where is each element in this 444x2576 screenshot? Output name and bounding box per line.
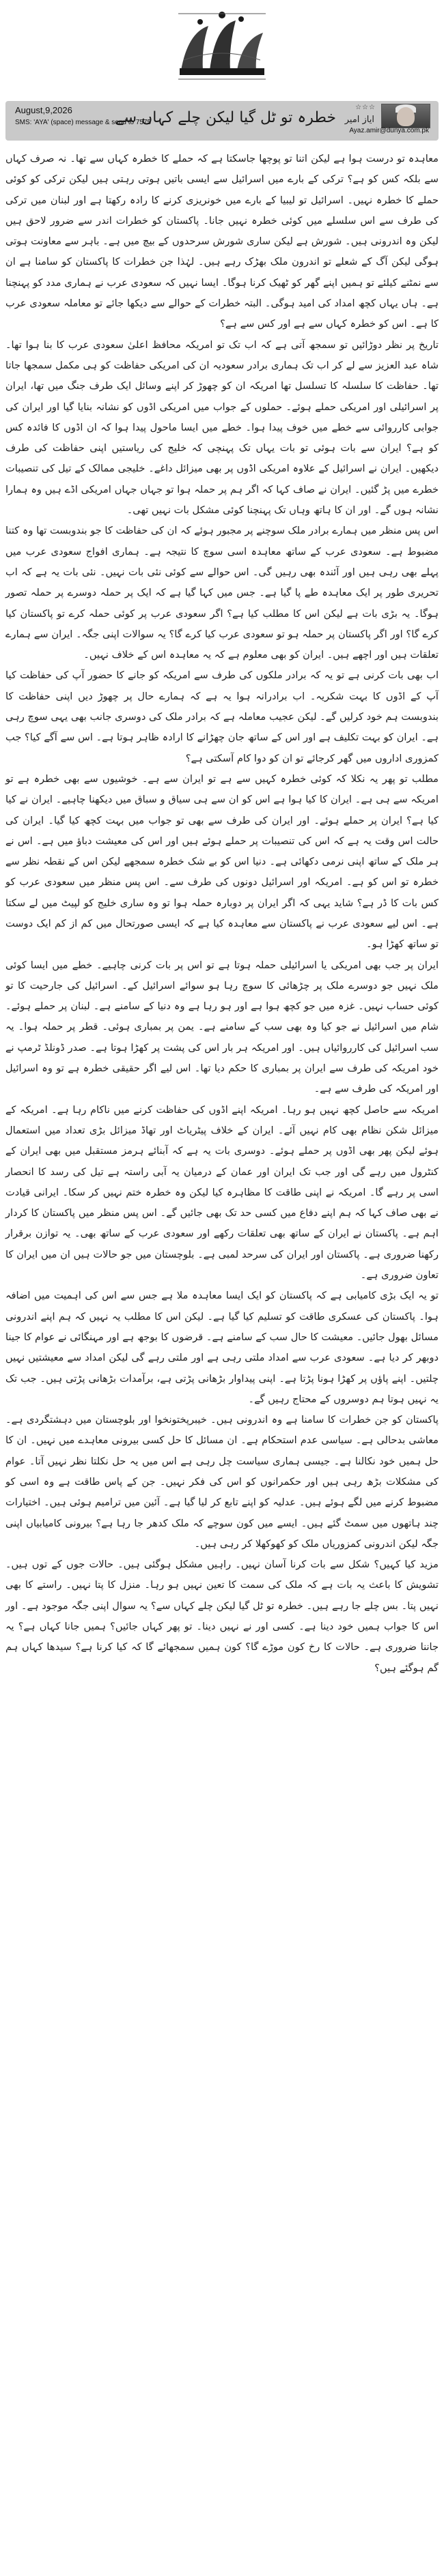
article-paragraph: پاکستان کو جن خطرات کا سامنا ہے وہ اندرونی ہیں۔ خیبرپختونخوا اور بلوچستان میں دہشتگردی ہے۔ معاشی بدحالی ہے۔ سیاسی عدم استحکام ہے۔ ان مسائل کا حل کسی بیرونی معاہدے میں نہیں۔ ان کا حل ہمیں خود نکالنا ہے۔ جیسی ہماری سیاست چل رہی ہے اس میں یہ حل نکلتا نظر نہیں آتا۔ عوام کی مشکلات بڑھ رہی ہیں اور حکمرانوں کو اس کی فکر نہیں۔ جن کے پاس طاقت ہے وہ اسی کو مضبوط کرنے میں لگے ہوئے ہیں۔ عدلیہ کو اپنے تابع کر لیا گیا ہے۔ آئین میں ترامیم ہوئی ہیں۔ اختیارات چند ہاتھوں میں سمٹ گئے ہیں۔ ایسے میں کون سوچے کہ ملک کدھر جا رہا ہے؟ بیرونی کامیابیاں اپنی جگہ لیکن اندرونی کمزوریاں ملک کو کھوکھلا کر رہی ہیں۔: [5, 1414, 439, 1550]
article-paragraph: تو یہ ایک بڑی کامیابی ہے کہ پاکستان کو ایک ایسا معاہدہ ملا ہے جس سے اس کی اہمیت میں اضافہ ہوا۔ پاکستان کی عسکری طاقت کو تسلیم کیا گیا ہے۔ لیکن اس کا مطلب یہ نہیں کہ ہم اپنے اندرونی مسائل بھول جائیں۔ معیشت کا حال سب کے سامنے ہے۔ قرضوں کا بوجھ ہے اور مہنگائی نے عوام کا جینا دوبھر کر دیا ہے۔ سعودی عرب سے امداد ملتی رہی ہے اور ملتی رہے گی لیکن امداد سے معیشتیں نہیں چلتیں۔ اپنے پاؤں پر کھڑا ہونا پڑتا ہے۔ اپنی پیداوار بڑھانی پڑتی ہے، برآمدات بڑھانی پڑتی ہیں۔ جب تک یہ نہیں ہوتا ہم دوسروں کے محتاج رہیں گے۔: [5, 1290, 439, 1405]
rating-stars-icon: ☆☆☆: [355, 104, 376, 111]
masthead: [0, 0, 444, 143]
article-body: [5, 149, 439, 2571]
column-title: خطرہ تو ٹل گیا لیکن چلے کہاں سے: [115, 109, 336, 126]
column-header-band: [5, 101, 439, 141]
article-paragraph: تاریخ پر نظر دوڑائیں تو سمجھ آتی ہے کہ اب تک تو امریکہ محافظ اعلیٰ سعودی عرب کا بنا ہوا تھا۔ شاہ عبد العزیز سے لے کر اب تک ہماری برادر سعودیہ ان کی امریکی حفاظت کو ہی مکمل سمجھا جاتا تھا۔ حفاظت کا سلسلہ کا تسلسل تھا امریکہ ان کو چھوڑ کر اپنے وسائل ایک طرف جنگ میں تھا، ایران پر اسرائیلی اور امریکی حملے ہوئے۔ حملوں کے جواب میں امریکی اڈوں کو نشانہ بنایا گیا اور ایران کی جوابی کارروائی سے خطے میں خوف پیدا ہوا۔ خطے میں ایسا ماحول پیدا ہوا کہ ان اڈوں کا فائدہ کس کو ہے؟ ایران سے بات ہوئی تو بات یہاں تک پہنچی کہ خلیج کی ریاستیں اپنی حفاظت کی طرف دیکھیں۔ ایران نے اسرائیل کے علاوہ امریکی اڈوں پر بھی میزائل داغے۔ خلیجی ممالک کے تیل کی تنصیبات خطرے میں پڑ گئیں۔ ایران نے صاف کہا کہ اگر ہم پر حملہ ہوا تو جہاں جہاں امریکی اڈے ہیں وہ ہمارا نشانہ ہوں گے۔ اور ان کا ہاتھ وہاں تک پہنچنا کوئی مشکل بات نہیں تھی۔: [5, 338, 439, 517]
dunya-logo-icon: [161, 5, 283, 86]
sms-instructions: SMS: 'AYA' (space) message & send to 7575: [15, 119, 152, 126]
article-paragraph: مطلب تو پھر یہ نکلا کہ کوئی خطرہ کہیں سے ہے تو ایران سے ہے۔ خوشیوں سے بھی خطرہ ہے تو امریکہ سے ہی ہے۔ ایران کا کیا ہوا ہے اس کو ان سے ہی سیاق و سباق میں دیکھنا چاہیے۔ ایران نے کیا کیا ہے؟ ایران پر حملے ہوئے۔ اور ایران کی طرف سے بھی تو جواب میں بہت کچھ کیا گیا۔ ایران کی حالت اس وقت یہ ہے کہ اس کی تنصیبات پر حملے ہوئے ہیں اور اس کی معیشت دباؤ میں ہے۔ اس نے ہر ملک کے ساتھ اپنی نرمی دکھائی ہے۔ دنیا اس کو بے شک خطرہ سمجھے لیکن اس کے نقطہ نظر سے خطرہ تو اس کو ہے۔ امریکہ اور اسرائیل دونوں کی طرف سے۔ اس پس منظر میں سعودی عرب کو کس بات کا ڈر ہے؟ شاید یہی کہ اگر ایران پر دوبارہ حملہ ہوا تو وہ ساری خلیج کو لپیٹ میں لے سکتا ہے۔ اس لیے سعودی عرب نے پاکستان سے معاہدہ کیا ہے کہ ایسی صورتحال میں کم از کم ایک دوست تو ساتھ کھڑا ہو۔: [5, 772, 439, 951]
article-paragraph: امریکہ سے حاصل کچھ نہیں ہو رہا۔ امریکہ اپنے اڈوں کی حفاظت کرنے میں ناکام رہا ہے۔ امریکہ کے میزائل شکن نظام بھی کام نہیں آئے۔ ایران کے خلاف پیٹریاٹ اور تھاڈ میزائل بڑی تعداد میں استعمال ہوئے لیکن پھر بھی اڈوں پر حملے ہوئے۔ دوسری بات یہ ہے کہ آبنائے ہرمز مستقبل میں بھی ایران کے کنٹرول میں رہے گی اور جب تک ایران اور عمان کے درمیان یہ آبی راستہ ہے تیل کی رسد کا انحصار اسی پر رہے گا۔ امریکہ نے اپنی طاقت کا مظاہرہ کیا لیکن وہ خطرہ ختم نہیں کر سکا۔ ایرانی قیادت نے بھی صاف کہا کہ ہم اپنے دفاع میں کسی حد تک بھی جائیں گے۔ اس پس منظر میں پاکستان کا کردار اہم ہے۔ پاکستان نے ایران کے ساتھ بھی تعلقات رکھے اور سعودی عرب کے ساتھ بھی۔ یہ توازن برقرار رکھنا ضروری ہے۔ پاکستان اور ایران کی سرحد لمبی ہے۔ بلوچستان میں جو حالات ہیں ان میں ایران کا تعاون ضروری ہے۔: [5, 1103, 439, 1282]
author-email: Ayaz.amir@dunya.com.pk: [349, 127, 429, 134]
article-paragraph: مزید کیا کہیں؟ شکل سے بات کرنا آسان نہیں۔ راہیں مشکل ہوگئی ہیں۔ حالات جوں کے توں ہیں۔ تشویش کا باعث یہ بات ہے کہ ملک کی سمت کا تعین نہیں ہو رہا۔ منزل کا پتا نہیں۔ راستے کا بھی نہیں پتا۔ بس چلے جا رہے ہیں۔ خطرہ تو ٹل گیا لیکن چلے کہاں سے؟ یہ سوال اپنی جگہ موجود ہے۔ اور اس کا جواب ہمیں خود دینا ہے۔ کسی اور نے نہیں دینا۔ تو پھر کہاں جائیں؟ ہمیں جانا کہاں ہے؟ یہ جاننا ضروری ہے۔ حالات کا رخ کون موڑے گا؟ کون ہمیں سمجھائے گا کہ کیا کرنا ہے؟ سیدھا کہاں ہم گم ہوگئے ہیں؟: [5, 1559, 439, 1674]
publish-date: August,9,2026: [15, 105, 72, 115]
newspaper-logo: [161, 5, 283, 86]
article-paragraph: اب بھی بات کرنی ہے تو یہ کہ برادر ملکوں کی طرف سے امریکہ کو جانے کا حضور آپ کی حفاظت کیا آپ کے اڈوں کا بہت شکریہ۔ اب برادرانہ ہوا یہ ہے کہ ہمارے حال پر چھوڑ دیں اپنی حفاظت کا بندوبست ہم خود کرلیں گے۔ لیکن عجیب معاملہ ہے کہ برادر ملک کی دوسری جانب بھی یہی سوچ رہی ہے۔ ایران کو بہت تکلیف ہے اور اس کے ساتھ جان چھڑانے کا ارادہ ظاہر ہوتا ہے۔ اس سے آگے کیا؟ جب کمزوری اداروں میں گھر کرجائے تو ان کو دوا کام آسکتی ہے؟: [5, 669, 439, 764]
author-byline: ایاز امیر: [344, 115, 374, 125]
article-paragraph: معاہدہ تو درست ہوا ہے لیکن اتنا تو پوچھا جاسکتا ہے کہ حملے کا خطرہ کہاں سے تھا۔ نہ صرف کہاں سے بلکہ کس کو ہے؟ ترکی کے بارے میں اسرائیل سے ایسی باتیں ہوتی رہتی ہیں لیکن ترکی کو کوئی حملے کا خطرہ نہیں۔ اسرائیل تو لیبیا کے بارے میں خونریزی کرنے کا رادہ رکھتا ہے اور لبنان میں ترکی کی طرف سے اس سلسلے میں کوئی خطرہ نہیں جانا۔ پاکستان کو خطرات اندر سے ضرور لاحق ہیں لیکن وہ اندرونی ہیں۔ شورش ہے لیکن ساری شورش سرحدوں کے بیچ میں ہے۔ باہر سے معاونت ہوتی ہوگی لیکن آگ کے شعلے تو اندرون ملک بھڑک رہے ہیں۔ لہٰذا جن خطرات کا پاکستان کو سامنا ہے ان سے نمٹنے کیلئے تو ہمیں اپنے گھر کو ٹھیک کرنا ہوگا۔ ایسا نہیں کہ سعودی عرب نے ہماری مدد کو پہنچنا ہے۔ ہاں یہاں کچھ امداد کی امید ہوگی۔ البتہ خطرات کے حوالے سے دیکھا جائے تو معاملہ سعودی عرب کا ہے۔ اس کو خطرہ کہاں سے ہے اور کس سے ہے؟: [5, 153, 439, 330]
article-paragraph: ایران پر جب بھی امریکی یا اسرائیلی حملہ ہوتا ہے تو اس پر بات کرنی چاہیے۔ خطے میں ایسا کوئی ملک نہیں جو دوسرے ملک پر چڑھائی کا سوچ رہا ہو سوائے اسرائیل کے۔ اسرائیل کی جارحیت کا تو کوئی حساب نہیں۔ غزہ میں جو کچھ ہوا ہے اور ہو رہا ہے وہ دنیا کے سامنے ہے۔ لبنان پر حملے ہوئے۔ شام میں اسرائیل نے جو کیا وہ بھی سب کے سامنے ہے۔ یمن پر بمباری ہوئی۔ قطر پر حملہ ہوا۔ یہ سب اسرائیل کی کارروائیاں ہیں۔ اور امریکہ ہر بار اس کی پشت پر کھڑا ہوتا ہے۔ صدر ڈونلڈ ٹرمپ نے خود امریکہ کی طرف سے ایران پر بمباری کا حکم دیا تھا۔ اس لیے اگر حقیقی خطرہ ہے تو وہ اسرائیل اور امریکہ کی طرف سے ہے۔: [5, 959, 439, 1095]
author-photo: [381, 104, 430, 128]
article-paragraph: اس پس منظر میں ہمارے برادر ملک سوچنے پر مجبور ہوئے کہ ان کی حفاظت کا جو بندوبست تھا وہ کتنا مضبوط ہے۔ سعودی عرب کے ساتھ معاہدہ اسی سوچ کا نتیجہ ہے۔ ہماری افواج سعودی عرب میں پہلے بھی رہی ہیں اور آئندہ بھی رہیں گی۔ اس حوالے سے کوئی نئی بات نہیں۔ نئی بات یہ ہے کہ اب تحریری طور پر ایک معاہدہ طے پا گیا ہے۔ جس میں کہا گیا ہے کہ ایک پر حملہ دوسرے پر حملہ تصور ہوگا۔ یہ بڑی بات ہے لیکن اس کا مطلب کیا ہے؟ اگر سعودی عرب پر کوئی حملہ کرے تو پاکستان کیا کرے گا؟ اور اگر پاکستان پر حملہ ہو تو سعودی عرب کیا کرے گا؟ یہ سوالات اپنی جگہ۔ ایران سے ہمارے تعلقات ہیں اور اچھے ہیں۔ ایران کو بھی معلوم ہے کہ یہ معاہدہ اس کے خلاف نہیں۔: [5, 525, 439, 661]
